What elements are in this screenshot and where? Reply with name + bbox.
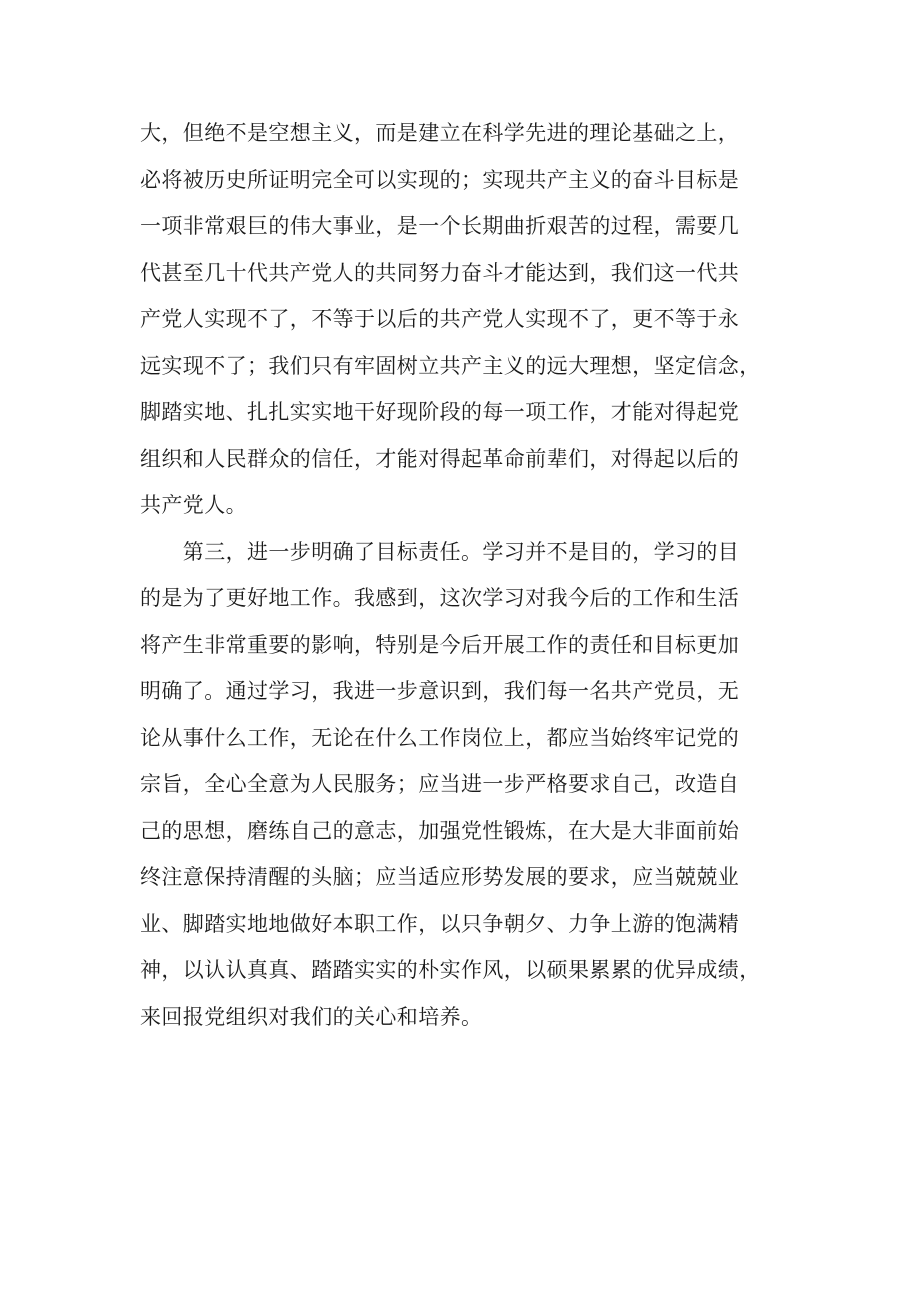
text-line: 神，以认认真真、踏踏实实的朴实作风，以硕果累累的优异成绩， [140, 958, 761, 982]
text-line: 的是为了更好地工作。我感到，这次学习对我今后的工作和生活 [140, 586, 740, 610]
text-line: 代甚至几十代共产党人的共同努力奋斗才能达到，我们这一代共 [140, 260, 740, 285]
text-line: 产党人实现不了，不等于以后的共产党人实现不了，更不等于永 [140, 307, 740, 331]
text-line: 宗旨，全心全意为人民服务；应当进一步严格要求自己，改造自 [140, 772, 740, 796]
text-line: 必将被历史所证明完全可以实现的；实现共产主义的奋斗目标是 [140, 167, 740, 192]
text-line: 来回报党组织对我们的关心和培养。 [140, 1004, 483, 1029]
text-line: 己的思想，磨练自己的意志，加强党性锻炼，在大是大非面前始 [140, 818, 740, 843]
text-line: 脚踏实地、扎扎实实地干好现阶段的每一项工作，才能对得起党 [140, 400, 740, 424]
text-line: 论从事什么工作，无论在什么工作岗位上，都应当始终牢记党的 [140, 725, 740, 750]
text-line: 明确了。通过学习，我进一步意识到，我们每一名共产党员，无 [140, 679, 740, 703]
text-line: 大，但绝不是空想主义，而是建立在科学先进的理论基础之上， [140, 121, 740, 145]
text-line: 一项非常艰巨的伟大事业，是一个长期曲折艰苦的过程，需要几 [140, 214, 740, 238]
text-line: 共产党人。 [140, 493, 247, 517]
text-line: 远实现不了；我们只有牢固树立共产主义的远大理想，坚定信念， [140, 353, 761, 378]
text-line: 终注意保持清醒的头脑；应当适应形势发展的要求，应当兢兢业 [140, 865, 740, 889]
text-line: 业、脚踏实地地做好本职工作，以只争朝夕、力争上游的饱满精 [140, 911, 740, 936]
text-line: 第三，进一步明确了目标责任。学习并不是目的，学习的目 [140, 539, 740, 564]
text-line: 组织和人民群众的信任，才能对得起革命前辈们，对得起以后的 [140, 446, 740, 471]
body-text [140, 110, 790, 1040]
text-line: 将产生非常重要的影响，特别是今后开展工作的责任和目标更加 [140, 632, 740, 657]
